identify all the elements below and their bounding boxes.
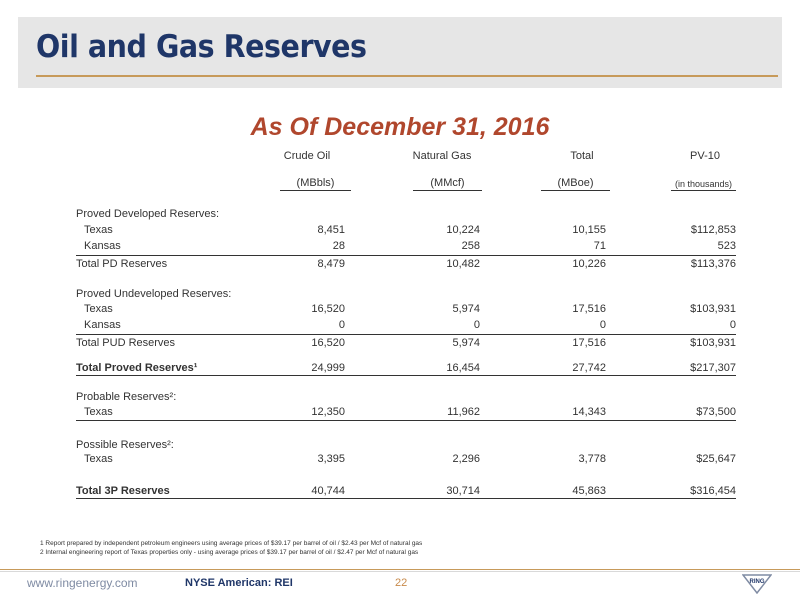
row-divider [76,255,736,256]
table-row [76,208,736,224]
row-label: Total Proved Reserves¹ [76,362,198,374]
cell-total: 14,343 [572,406,606,418]
footer-url: www.ringenergy.com [27,576,138,590]
header-band [18,17,782,88]
cell-crude-oil: 16,520 [311,303,345,315]
table-row [76,224,736,240]
footnote-2: 2 Internal engineering report of Texas properties only - using average prices of $39.17 per barrel of oil / $2.47 per Mcf of natural gas [40,549,419,556]
logo-text: RING [749,579,765,585]
row-label: Kansas [84,240,121,252]
footnote-1: 1 Report prepared by independent petroleum engineers using average prices of $39.17 per barrel of oil / $2.43 per Mcf of natural gas [40,540,423,547]
cell-crude-oil: 28 [332,240,345,252]
cell-crude-oil: 16,520 [311,337,345,349]
row-divider [76,420,736,421]
row-label: Proved Developed Reserves: [76,208,220,220]
cell-total: 71 [593,240,606,252]
cell-natural-gas: 0 [473,319,480,331]
row-label: Texas [84,453,113,465]
cell-natural-gas: 5,974 [452,337,480,349]
cell-pv10: $217,307 [690,362,736,374]
cell-crude-oil: 3,395 [317,453,345,465]
cell-crude-oil: 8,451 [317,224,345,236]
table-row [76,391,736,407]
row-label: Total PUD Reserves [76,337,176,349]
cell-crude-oil: 8,479 [317,258,345,270]
col-header-crude-oil: Crude Oil [283,150,331,162]
cell-pv10: $113,376 [690,258,736,270]
row-label: Texas [84,406,113,418]
row-label: Texas [84,224,113,236]
cell-natural-gas: 30,714 [446,485,480,497]
unit-crude-oil: (MBbls) [280,177,351,191]
subtitle: As Of December 31, 2016 [250,113,550,141]
title-rule [36,75,778,77]
cell-total: 10,226 [572,258,606,270]
cell-natural-gas: 10,224 [446,224,480,236]
col-header-pv10: PV-10 [690,150,720,162]
cell-natural-gas: 16,454 [446,362,480,374]
row-label: Total PD Reserves [76,258,168,270]
cell-total: 45,863 [572,485,606,497]
row-divider [76,334,736,335]
cell-pv10: $112,853 [690,224,736,236]
cell-crude-oil: 40,744 [311,485,345,497]
cell-pv10: 0 [729,319,736,331]
table-row [76,453,736,469]
footer-rule [0,569,800,570]
table-row [76,319,736,335]
cell-pv10: $316,454 [690,485,736,497]
row-label: Total 3P Reserves [76,485,170,497]
table-row [76,258,736,274]
row-label: Possible Reserves²: [76,439,174,451]
row-label: Kansas [84,319,121,331]
row-label: Texas [84,303,113,315]
unit-natural-gas: (MMcf) [413,177,482,191]
cell-total: 27,742 [572,362,606,374]
footer-rule-secondary [0,571,800,572]
cell-pv10: 523 [717,240,736,252]
page-number: 22 [395,577,408,589]
table-row [76,337,736,353]
cell-natural-gas: 258 [461,240,480,252]
cell-total: 10,155 [572,224,606,236]
page-title: Oil and Gas Reserves [36,29,367,65]
unit-total: (MBoe) [541,177,610,191]
cell-pv10: $103,931 [690,337,736,349]
cell-natural-gas: 5,974 [452,303,480,315]
cell-crude-oil: 12,350 [311,406,345,418]
cell-total: 17,516 [572,337,606,349]
cell-total: 3,778 [578,453,606,465]
footer-ticker: NYSE American: REI [185,577,293,589]
col-header-total: Total [570,150,594,162]
cell-pv10: $73,500 [696,406,736,418]
row-divider [76,498,736,499]
row-divider [76,375,736,376]
cell-pv10: $103,931 [690,303,736,315]
row-label: Proved Undeveloped Reserves: [76,288,232,300]
table-row [76,240,736,256]
cell-natural-gas: 11,962 [447,406,480,418]
row-label: Probable Reserves²: [76,391,177,403]
cell-natural-gas: 10,482 [446,258,480,270]
cell-natural-gas: 2,296 [452,453,480,465]
ring-logo [742,572,772,594]
unit-pv10: (in thousands) [671,179,736,191]
cell-pv10: $25,647 [696,453,736,465]
col-header-natural-gas: Natural Gas [412,150,472,162]
cell-total: 17,516 [572,303,606,315]
cell-total: 0 [599,319,606,331]
table-row [76,303,736,319]
cell-crude-oil: 24,999 [311,362,345,374]
cell-crude-oil: 0 [338,319,345,331]
table-row [76,288,736,304]
